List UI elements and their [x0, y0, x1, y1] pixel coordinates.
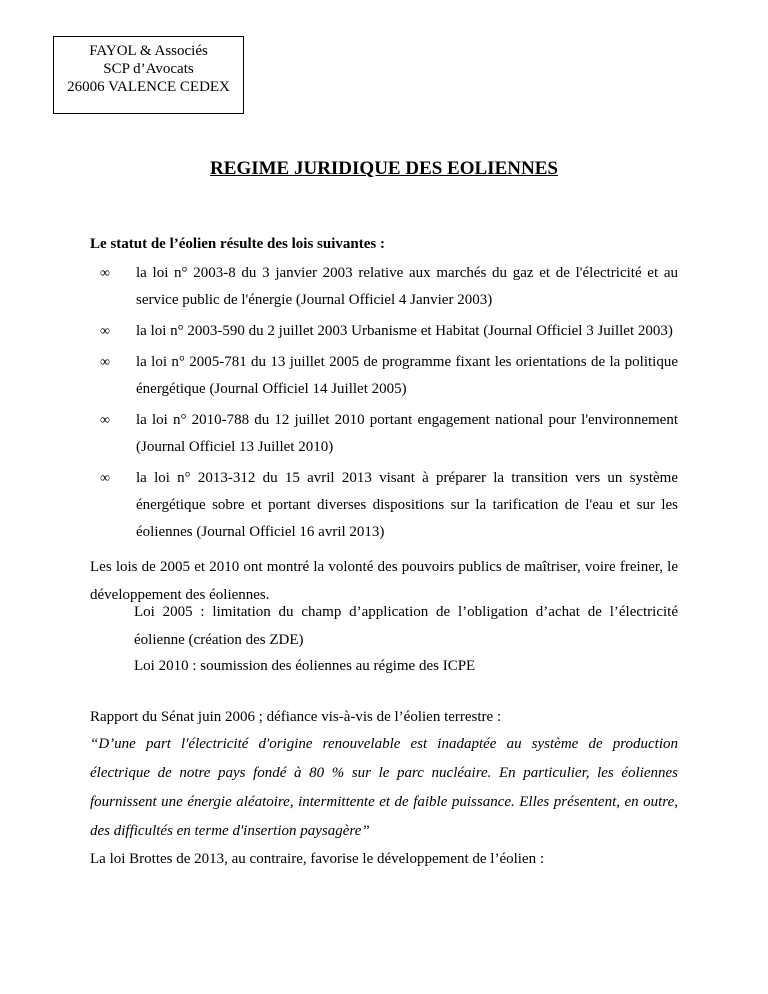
infinity-bullet-icon: ∞: [100, 355, 110, 370]
law-item: [90, 349, 678, 403]
infinity-bullet-icon: ∞: [100, 413, 110, 428]
law-text: la loi n° 2013-312 du 15 avril 2013 visant à préparer la transition vers un système énergétique sobre et portant diverses dispositions sur la tarification de l'eau et sur les éoliennes (Journal Officiel 16 avril 2013): [136, 470, 678, 540]
law-list: [90, 260, 678, 550]
document-title: REGIME JURIDIQUE DES EOLIENNES: [210, 158, 558, 179]
law-item: [90, 318, 678, 345]
loi-brottes-line: La loi Brottes de 2013, au contraire, favorise le développement de l’éolien :: [90, 851, 545, 867]
senate-quote: “D’une part l'électricité d'origine renouvelable est inadaptée au système de production électrique de notre pays fondé à 80 % sur le parc nucléaire. En particulier, les éoliennes fournissent une énergie aléatoire, intermittente et de faible puissance. Elles présentent, en outre, des difficultés en terme d'insertion paysagère”: [90, 736, 678, 839]
infinity-bullet-icon: ∞: [100, 266, 110, 281]
law-item: [90, 407, 678, 461]
firm-type: SCP d’Avocats: [103, 61, 194, 77]
law-item: [90, 260, 678, 314]
infinity-bullet-icon: ∞: [100, 471, 110, 486]
senate-report-line: Rapport du Sénat juin 2006 ; défiance vis-à-vis de l’éolien terrestre :: [90, 709, 502, 725]
letterhead-box: [53, 36, 244, 114]
paragraph-volonte: Les lois de 2005 et 2010 ont montré la volonté des pouvoirs publics de maîtriser, voire freiner, le développement des éoliennes.: [90, 559, 678, 603]
firm-address: 26006 VALENCE CEDEX: [67, 79, 230, 95]
loi-2010-note: Loi 2010 : soumission des éoliennes au régime des ICPE: [134, 658, 476, 674]
law-text: la loi n° 2005-781 du 13 juillet 2005 de programme fixant les orientations de la politique énergétique (Journal Officiel 14 Juillet 2005): [136, 354, 678, 397]
intro-heading: Le statut de l’éolien résulte des lois suivantes :: [90, 236, 385, 252]
law-item: [90, 465, 678, 546]
infinity-bullet-icon: ∞: [100, 324, 110, 339]
loi-2005-note: Loi 2005 : limitation du champ d’application de l’obligation d’achat de l’électricité éolienne (création des ZDE): [134, 604, 678, 648]
law-text: la loi n° 2010-788 du 12 juillet 2010 portant engagement national pour l'environnement (Journal Officiel 13 Juillet 2010): [136, 412, 678, 455]
law-text: la loi n° 2003-590 du 2 juillet 2003 Urbanisme et Habitat (Journal Officiel 3 Juillet 2003): [136, 323, 673, 339]
law-text: la loi n° 2003-8 du 3 janvier 2003 relative aux marchés du gaz et de l'électricité et au service public de l'énergie (Journal Officiel 4 Janvier 2003): [136, 265, 678, 308]
firm-name: FAYOL & Associés: [89, 43, 208, 59]
